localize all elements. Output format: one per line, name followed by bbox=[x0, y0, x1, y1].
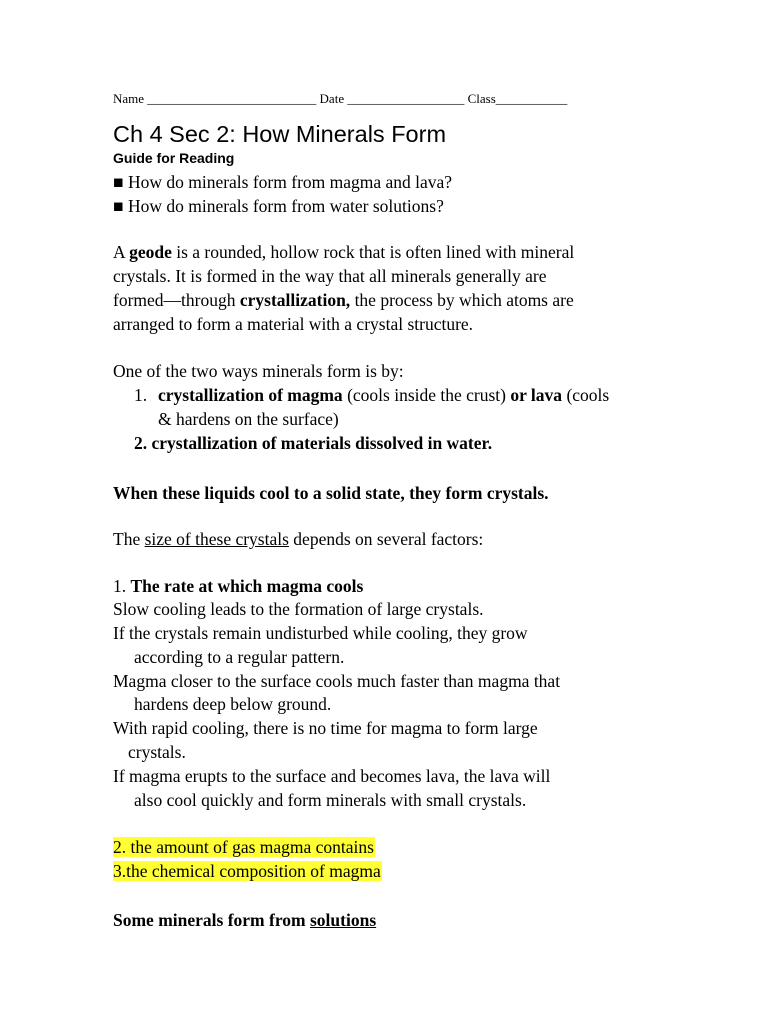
geode-line-1 bbox=[113, 240, 574, 264]
text: Some minerals form from bbox=[113, 910, 310, 930]
factor-1-line: Slow cooling leads to the formation of large crystals. bbox=[113, 599, 484, 619]
ways-item-2: 2. crystallization of materials dissolved in water. bbox=[134, 433, 493, 453]
factor-title: The rate at which magma cools bbox=[130, 576, 364, 596]
text: A bbox=[113, 242, 130, 262]
geode-line-2: crystals. It is formed in the way that all minerals generally are bbox=[113, 266, 547, 286]
ways-item-1-cont: & hardens on the surface) bbox=[158, 409, 339, 429]
term-lava: or lava bbox=[510, 385, 563, 405]
factor-1-line: hardens deep below ground. bbox=[134, 694, 332, 714]
text: (cools inside the crust) bbox=[342, 385, 511, 405]
highlighted-text: 3.the chemical composition of magma bbox=[113, 861, 381, 881]
factor-1-line: Magma closer to the surface cools much faster than magma that bbox=[113, 671, 561, 691]
guide-question-2: ■ How do minerals form from water solutions? bbox=[113, 196, 444, 216]
name-label: Name bbox=[113, 91, 145, 106]
guide-heading: Guide for Reading bbox=[113, 150, 235, 166]
underlined-term: size of these crystals bbox=[144, 529, 289, 549]
term-geode: geode bbox=[129, 242, 172, 262]
text: the process by which atoms are bbox=[350, 290, 574, 310]
text: formed—through bbox=[113, 290, 240, 310]
page-title: Ch 4 Sec 2: How Minerals Form bbox=[113, 121, 447, 147]
factor-3 bbox=[113, 859, 382, 883]
size-factors-intro bbox=[113, 527, 483, 551]
text: depends on several factors: bbox=[288, 529, 484, 549]
factor-2 bbox=[113, 835, 375, 859]
header-fields bbox=[113, 91, 567, 107]
factor-1-heading bbox=[113, 574, 363, 598]
factor-1-line: according to a regular pattern. bbox=[134, 647, 345, 667]
guide-question-1: ■ How do minerals form from magma and lava? bbox=[113, 172, 453, 192]
ways-item-1 bbox=[134, 383, 609, 407]
term-crystallization: crystallization, bbox=[239, 290, 351, 310]
item-number: 1. bbox=[134, 385, 148, 405]
class-blank: ___________ bbox=[495, 91, 568, 106]
factor-1-line: With rapid cooling, there is no time for magma to form large bbox=[113, 718, 538, 738]
factor-1-line: If magma erupts to the surface and becomes lava, the lava will bbox=[113, 766, 551, 786]
class-label: Class bbox=[467, 91, 496, 106]
term-magma: crystallization of magma bbox=[158, 385, 343, 405]
text: is a rounded, hollow rock that is often lined with mineral bbox=[171, 242, 575, 262]
geode-line-4: arranged to form a material with a crystal structure. bbox=[113, 314, 474, 334]
date-blank: __________________ bbox=[347, 91, 465, 106]
text: The bbox=[113, 529, 145, 549]
geode-line-3 bbox=[113, 288, 574, 312]
name-blank: __________________________ bbox=[147, 91, 317, 106]
text: (cools bbox=[562, 385, 610, 405]
solutions-heading bbox=[113, 908, 376, 932]
factor-1-line: also cool quickly and form minerals with small crystals. bbox=[134, 790, 527, 810]
cool-statement: When these liquids cool to a solid state, they form crystals. bbox=[113, 483, 549, 503]
underlined-term: solutions bbox=[310, 910, 377, 930]
ways-intro: One of the two ways minerals form is by: bbox=[113, 361, 404, 381]
factor-1-line: crystals. bbox=[128, 742, 186, 762]
highlighted-text: 2. the amount of gas magma contains bbox=[113, 837, 374, 857]
date-label: Date bbox=[319, 91, 345, 106]
factor-number: 1. bbox=[113, 576, 131, 596]
factor-1-line: If the crystals remain undisturbed while cooling, they grow bbox=[113, 623, 528, 643]
